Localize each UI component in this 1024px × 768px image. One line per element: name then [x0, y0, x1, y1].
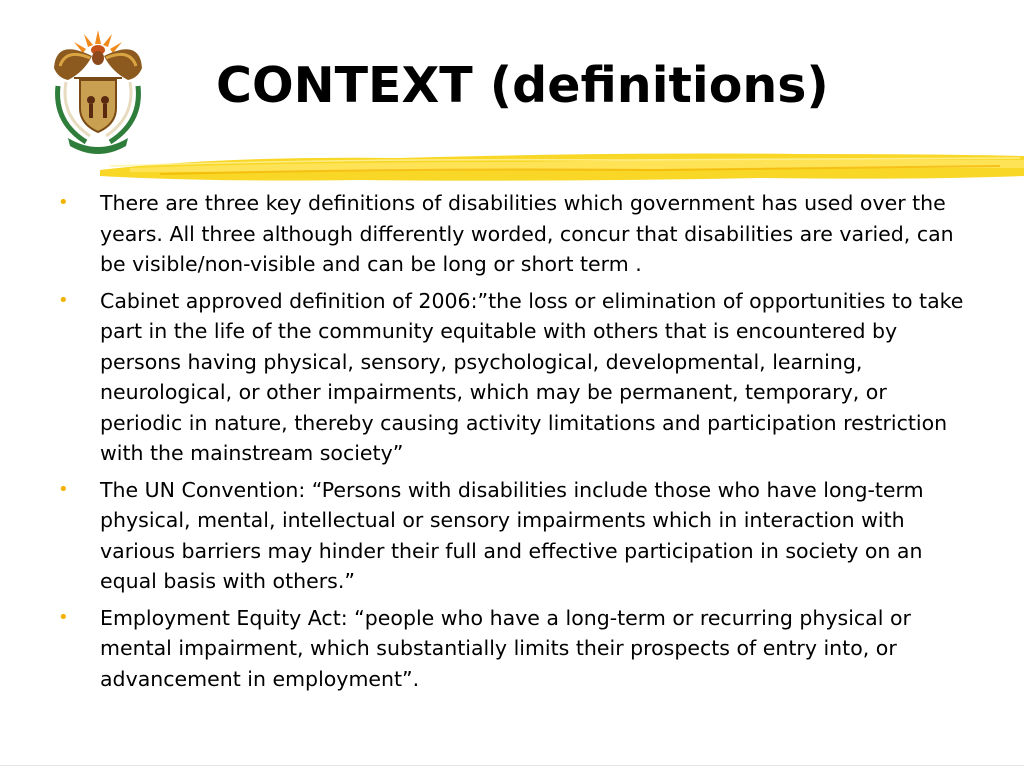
- bullet-item: [58, 475, 968, 597]
- bullet-icon: •: [58, 289, 69, 311]
- yellow-brush-stroke: [100, 146, 1024, 190]
- coat-of-arms-icon: [46, 28, 150, 156]
- bullet-text: There are three key definitions of disabilities which government has used over the years. All three although differently worded, concur that disabilities are varied, can be visible/non-visible and can be long or short term .: [100, 191, 954, 276]
- bullet-icon: •: [58, 478, 69, 500]
- bullet-text: Cabinet approved definition of 2006:”the loss or elimination of opportunities to take part in the life of the community equitable with others that is encountered by persons having physical, sensory, psychological, developmental, learning, neurological, or other impairments, which may be permanent, temporary, or periodic in nature, thereby causing activity limitations and participation restriction with the mainstream society”: [100, 288, 964, 465]
- bullet-item: [58, 286, 968, 469]
- slide-title: CONTEXT (definitions): [216, 57, 829, 114]
- bullet-item: [58, 188, 968, 280]
- bullet-text: Employment Equity Act: “people who have a long-term or recurring physical or mental impairment, which substantially limits their prospects of entry into, or advancement in employment”.: [100, 605, 911, 691]
- bullet-icon: •: [58, 192, 69, 213]
- bullet-list: [58, 188, 968, 700]
- bullet-icon: •: [58, 606, 69, 628]
- slide-bottom-divider: [0, 765, 1024, 766]
- bullet-text: The UN Convention: “Persons with disabilities include those who have long-term physical, mental, intellectual or sensory impairments which in interaction with various barriers may hinder their full and effective participation in society on an equal basis with others.”: [100, 477, 924, 593]
- bullet-item: [58, 603, 968, 695]
